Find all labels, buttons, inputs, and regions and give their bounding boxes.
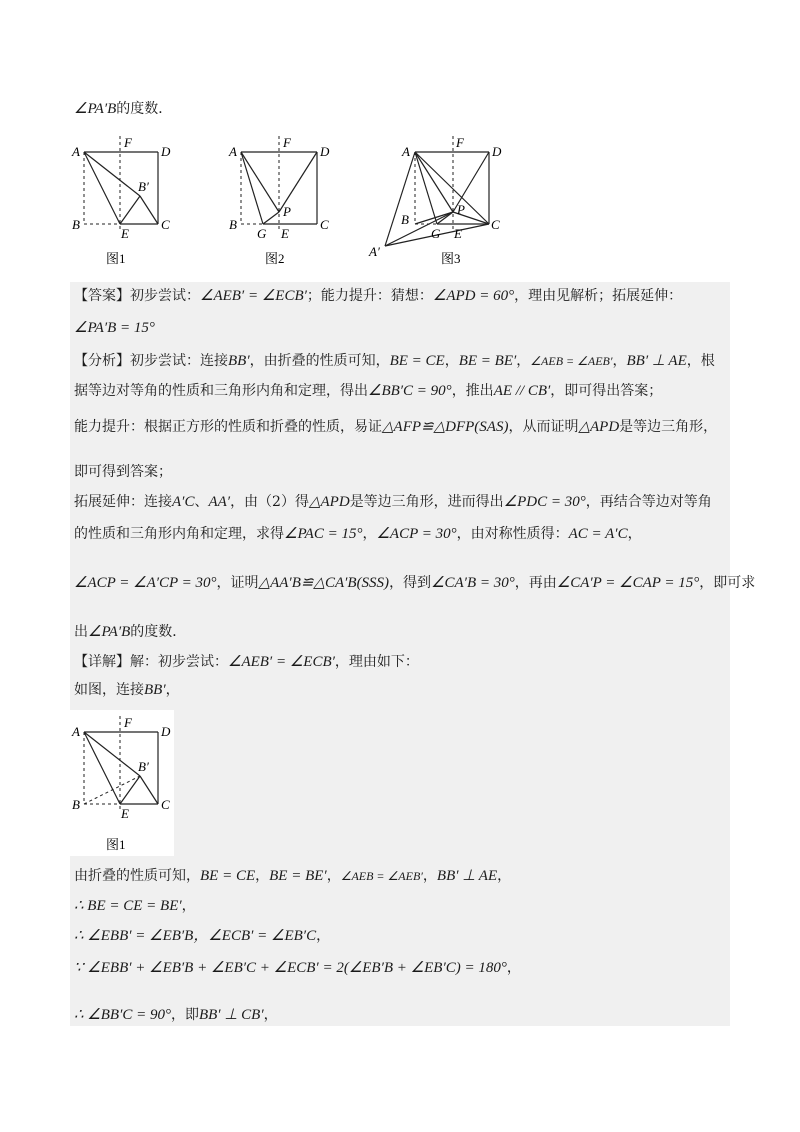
analysis-text: 即可得到答案； bbox=[74, 464, 172, 480]
detail-line-2 bbox=[74, 680, 180, 700]
analysis-text: ，再由 bbox=[514, 575, 557, 591]
detail-tag: 【详解】 bbox=[74, 654, 130, 670]
comma: ， bbox=[627, 526, 642, 542]
analysis-text: ，推出 bbox=[451, 383, 494, 399]
analysis-expr: AA′ bbox=[208, 494, 231, 510]
f1d-label-f: F bbox=[124, 715, 132, 730]
answer-text: ；能力提升：猜想： bbox=[306, 288, 433, 304]
analysis-text: 初步尝试：连接 bbox=[130, 353, 228, 369]
detail-expr: ∵ ∠EBB′ + ∠EB′B + ∠EB′C + ∠ECB′ = 2(∠EB′B + ∠EB′C) = 180° bbox=[74, 960, 507, 976]
analysis-expr: ∠AEB = ∠AEB′ bbox=[530, 354, 613, 368]
analysis-line-5 bbox=[74, 492, 712, 512]
analysis-expr: △AFP≌△DFP(SAS) bbox=[382, 419, 509, 435]
analysis-expr: A′C bbox=[172, 494, 195, 510]
analysis-expr: △APD bbox=[578, 419, 620, 435]
analysis-expr: ∠ACP = ∠A′CP = 30° bbox=[74, 575, 217, 591]
detail-expr: BB′ ⊥ AE bbox=[436, 868, 498, 884]
f1-label-b: B bbox=[72, 217, 80, 232]
f1d-caption: 图1 bbox=[106, 837, 126, 852]
f2-label-p: P bbox=[283, 204, 291, 219]
analysis-expr: ∠BB′C = 90° bbox=[368, 383, 452, 399]
detail-text: ，理由如下： bbox=[334, 654, 419, 670]
analysis-line-6 bbox=[74, 524, 642, 544]
comma: ， bbox=[516, 353, 531, 369]
comma: ， bbox=[362, 526, 377, 542]
f2-label-g: G bbox=[257, 226, 267, 241]
f1d-label-bp: B′ bbox=[138, 759, 149, 774]
detail-line-5 bbox=[74, 926, 330, 946]
analysis-expr: BB′ bbox=[228, 353, 250, 369]
detail-line-7 bbox=[74, 1005, 278, 1025]
detail-text: 如图，连接 bbox=[74, 682, 144, 698]
comma: ， bbox=[165, 682, 180, 698]
f3-label-b: B bbox=[401, 212, 409, 227]
f1-label-e: E bbox=[121, 226, 129, 241]
answer-tag: 【答案】 bbox=[74, 288, 130, 304]
analysis-text: 拓展延伸：连接 bbox=[74, 494, 172, 510]
f3-label-c: C bbox=[491, 217, 500, 232]
analysis-text: ，即可得出答案； bbox=[550, 383, 663, 399]
analysis-text: ，根 bbox=[686, 353, 715, 369]
f1-caption: 图1 bbox=[106, 251, 126, 266]
figure-2 bbox=[225, 132, 340, 280]
analysis-line-1 bbox=[74, 351, 715, 371]
dun-mark: 、 bbox=[194, 494, 209, 510]
analysis-line-8 bbox=[74, 622, 186, 642]
answer-expr: ∠PA′B = 15° bbox=[74, 320, 155, 336]
detail-expr: BE = BE′ bbox=[269, 868, 327, 884]
analysis-expr: BE = BE′ bbox=[458, 353, 517, 369]
detail-expr: ∠AEB′ = ∠ECB′ bbox=[228, 654, 335, 670]
f3-label-g: G bbox=[431, 226, 441, 241]
f3-label-d: D bbox=[492, 144, 502, 159]
analysis-line-7 bbox=[74, 573, 755, 593]
answer-line-1 bbox=[74, 286, 682, 306]
comma: ， bbox=[422, 868, 437, 884]
analysis-text: 的度数． bbox=[130, 624, 187, 640]
intro-line bbox=[74, 99, 172, 119]
f1-label-f: F bbox=[124, 135, 132, 150]
comma: ， bbox=[612, 353, 627, 369]
f1d-label-e: E bbox=[121, 806, 129, 821]
analysis-line-3 bbox=[74, 417, 717, 437]
analysis-text: ，证明 bbox=[216, 575, 259, 591]
detail-text: 解：初步尝试： bbox=[130, 654, 228, 670]
detail-line-3 bbox=[74, 866, 511, 886]
figure-1-detail bbox=[70, 710, 174, 856]
f2-label-a: A bbox=[229, 144, 237, 159]
intro-text: 的度数． bbox=[116, 101, 173, 117]
figure-3 bbox=[365, 132, 515, 280]
analysis-expr: AC = A′C bbox=[568, 526, 628, 542]
answer-expr: ∠APD = 60° bbox=[432, 288, 515, 304]
comma: ， bbox=[181, 898, 196, 914]
comma: ， bbox=[263, 1007, 278, 1023]
analysis-expr: ∠PAC = 15° bbox=[284, 526, 363, 542]
analysis-text: ，从而证明 bbox=[508, 419, 579, 435]
f2-label-f: F bbox=[283, 135, 291, 150]
f1d-label-b: B bbox=[72, 797, 80, 812]
comma: ， bbox=[506, 960, 521, 976]
detail-expr: ∠AEB = ∠AEB′ bbox=[340, 869, 423, 883]
f1d-label-d: D bbox=[161, 724, 171, 739]
comma: ， bbox=[255, 868, 270, 884]
comma: ， bbox=[497, 868, 512, 884]
comma: ， bbox=[316, 928, 331, 944]
analysis-expr: BE = CE bbox=[389, 353, 445, 369]
answer-text: ，理由见解析；拓展延伸： bbox=[514, 288, 683, 304]
detail-line-1 bbox=[74, 652, 419, 672]
f2-label-e: E bbox=[281, 226, 289, 241]
f3-label-a: A bbox=[402, 144, 410, 159]
f3-label-p: P bbox=[457, 202, 465, 217]
analysis-expr: ∠PDC = 30° bbox=[503, 494, 586, 510]
f1-label-a: A bbox=[72, 144, 80, 159]
analysis-text: 据等边对等角的性质和三角形内角和定理，得出 bbox=[74, 383, 368, 399]
f3-caption: 图3 bbox=[441, 251, 461, 266]
f3-label-ap: A′ bbox=[369, 244, 380, 259]
answer-expr: ∠AEB′ = ∠ECB′ bbox=[200, 288, 307, 304]
f1-label-c: C bbox=[161, 217, 170, 232]
f1d-label-c: C bbox=[161, 797, 170, 812]
analysis-expr: AE // CB′ bbox=[493, 383, 551, 399]
f3-label-f: F bbox=[456, 135, 464, 150]
analysis-expr: ∠CA′P = ∠CAP = 15° bbox=[556, 575, 700, 591]
detail-text: ，即 bbox=[170, 1007, 199, 1023]
analysis-text: ，得到 bbox=[389, 575, 432, 591]
analysis-expr: △AA′B≌△CA′B(SSS) bbox=[258, 575, 390, 591]
analysis-expr: ∠PA′B bbox=[88, 624, 131, 640]
f2-label-d: D bbox=[320, 144, 330, 159]
detail-expr: BE = CE bbox=[200, 868, 256, 884]
detail-expr: BB′ ⊥ CB′ bbox=[198, 1007, 264, 1023]
detail-expr: BB′ bbox=[144, 682, 166, 698]
comma: ， bbox=[326, 868, 341, 884]
analysis-line-2 bbox=[74, 381, 662, 401]
f2-caption: 图2 bbox=[265, 251, 285, 266]
analysis-line-4 bbox=[74, 462, 172, 482]
f2-label-c: C bbox=[320, 217, 329, 232]
analysis-expr: △APD bbox=[308, 494, 350, 510]
f1-label-d: D bbox=[161, 144, 171, 159]
detail-line-6 bbox=[74, 958, 521, 978]
analysis-text: 出 bbox=[74, 624, 88, 640]
analysis-text: ，由（2）得 bbox=[230, 494, 309, 510]
analysis-text: ，由对称性质得： bbox=[456, 526, 569, 542]
answer-text: 初步尝试： bbox=[130, 288, 200, 304]
analysis-text: ，再结合等边对等角 bbox=[585, 494, 712, 510]
detail-text: 由折叠的性质可知， bbox=[74, 868, 200, 884]
analysis-text: ，由折叠的性质可知， bbox=[249, 353, 390, 369]
detail-expr: ∴ ∠BB′C = 90° bbox=[74, 1007, 171, 1023]
analysis-tag: 【分析】 bbox=[74, 353, 130, 369]
analysis-expr: ∠ACP = 30° bbox=[376, 526, 457, 542]
figure-1 bbox=[68, 132, 178, 280]
analysis-expr: BB′ ⊥ AE bbox=[626, 353, 687, 369]
analysis-text: 是等边三角形，进而得出 bbox=[349, 494, 504, 510]
detail-expr: ∴ ∠EBB′ = ∠EB′B，∠ECB′ = ∠EB′C bbox=[74, 928, 317, 944]
f1d-label-a: A bbox=[72, 724, 80, 739]
f3-label-e: E bbox=[454, 226, 462, 241]
f1-label-bp: B′ bbox=[138, 179, 149, 194]
answer-line-2 bbox=[74, 318, 155, 338]
analysis-text: 的性质和三角形内角和定理，求得 bbox=[74, 526, 284, 542]
analysis-text: 能力提升：根据正方形的性质和折叠的性质，易证 bbox=[74, 419, 382, 435]
analysis-text: 是等边三角形， bbox=[619, 419, 718, 435]
analysis-expr: ∠CA′B = 30° bbox=[431, 575, 515, 591]
f2-label-b: B bbox=[229, 217, 237, 232]
detail-line-4 bbox=[74, 896, 196, 916]
analysis-text: ，即可求 bbox=[699, 575, 756, 591]
comma: ， bbox=[444, 353, 459, 369]
detail-expr: ∴ BE = CE = BE′ bbox=[74, 898, 182, 914]
intro-expr: ∠PA′B bbox=[74, 101, 117, 117]
